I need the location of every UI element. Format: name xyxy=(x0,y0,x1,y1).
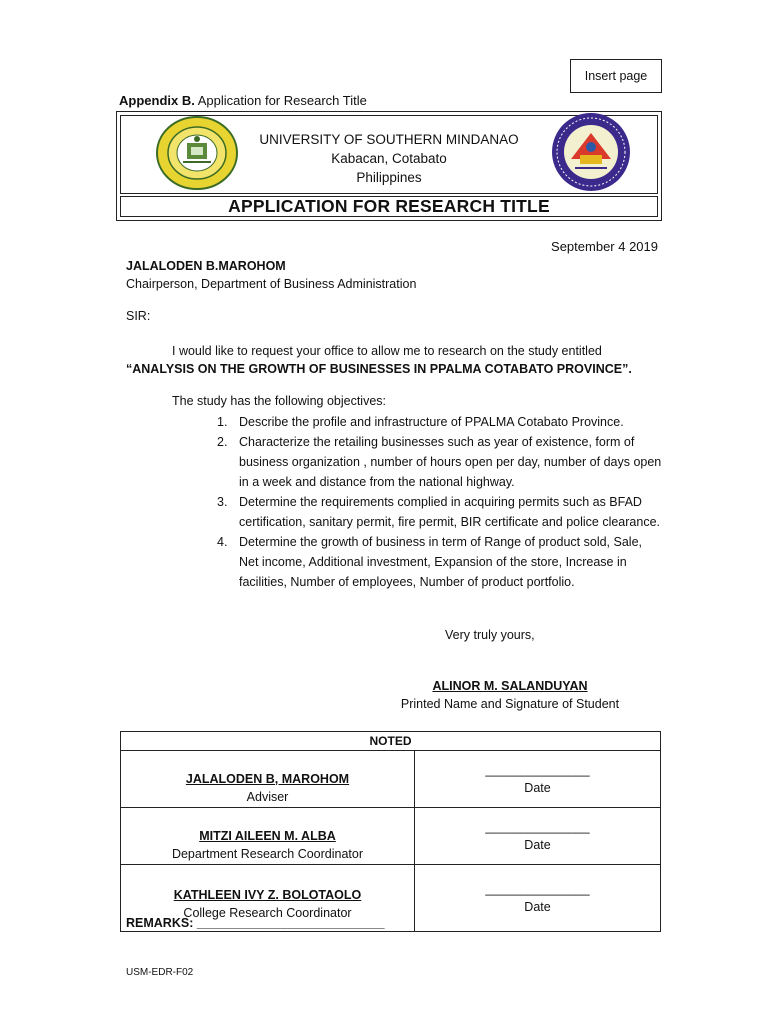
date-label: Date xyxy=(524,781,551,795)
objective-item xyxy=(212,492,662,532)
university-country: Philippines xyxy=(356,170,422,185)
signatory-cell xyxy=(121,808,415,865)
student-signature-caption: Printed Name and Signature of Student xyxy=(400,697,620,711)
table-row xyxy=(121,865,661,932)
signatory-cell xyxy=(121,865,415,932)
insert-page-box xyxy=(570,59,662,93)
signatory-role: Department Research Coordinator xyxy=(171,846,364,861)
date-label: Date xyxy=(524,838,551,852)
date-blank-line: _______________ xyxy=(485,763,590,777)
objective-text: Determine the requirements complied in acquiring permits such as BFAD certification, sanitary permit, fire permit, BIR certificate and police clearance. xyxy=(239,495,661,529)
objective-item xyxy=(212,532,662,592)
objective-item xyxy=(212,432,662,492)
objective-number: 4. xyxy=(217,535,228,549)
objective-number: 3. xyxy=(217,495,228,509)
student-name: ALINOR M. SALANDUYAN xyxy=(432,679,588,693)
addressee-title: Chairperson, Department of Business Administration xyxy=(126,277,417,291)
date-blank-line: _______________ xyxy=(485,820,590,834)
objective-number: 2. xyxy=(217,435,228,449)
signatory-role: Adviser xyxy=(246,789,289,804)
form-title: APPLICATION FOR RESEARCH TITLE xyxy=(228,196,550,216)
closing-line: Very truly yours, xyxy=(445,628,535,642)
date-label: Date xyxy=(524,900,551,914)
remarks-field: REMARKS: ___________________________ xyxy=(126,916,385,930)
signatory-name: KATHLEEN IVY Z. BOLOTAOLO xyxy=(173,887,362,902)
addressee-name: JALALODEN B.MAROHOM xyxy=(126,259,286,273)
study-title: “ANALYSIS ON THE GROWTH OF BUSINESSES IN PPALMA COTABATO PROVINCE”. xyxy=(126,362,632,376)
table-row xyxy=(121,808,661,865)
date-blank-line: _______________ xyxy=(485,882,590,896)
appendix-label xyxy=(119,93,367,108)
table-row xyxy=(121,751,661,808)
noted-header-row xyxy=(121,732,661,751)
objectives-list xyxy=(212,412,662,592)
request-paragraph xyxy=(126,342,646,378)
letter-date: September 4 2019 xyxy=(551,239,658,254)
signatory-role: College Research Coordinator xyxy=(183,905,352,920)
form-code: USM-EDR-F02 xyxy=(126,967,194,978)
request-line: I would like to request your office to allow me to research on the study entitled xyxy=(172,344,602,358)
objective-item xyxy=(212,412,662,432)
appendix-number: Appendix B. xyxy=(119,93,195,108)
college-seal-logo xyxy=(551,111,631,193)
addressee-block xyxy=(126,257,416,293)
date-cell xyxy=(415,751,661,808)
signatory-name: JALALODEN B, MAROHOM xyxy=(185,771,350,786)
objective-text: Describe the profile and infrastructure of PPALMA Cotabato Province. xyxy=(239,415,624,429)
date-cell xyxy=(415,865,661,932)
objective-text: Characterize the retailing businesses such as year of existence, form of business organization , number of hours open per day, number of days open in a week and distance from the national highway. xyxy=(239,435,662,489)
signatory-cell xyxy=(121,751,415,808)
insert-page-label: Insert page xyxy=(584,69,648,83)
university-block xyxy=(241,130,537,187)
university-name: UNIVERSITY OF SOUTHERN MINDANAO xyxy=(259,132,519,147)
university-seal-logo xyxy=(156,116,238,190)
noted-table xyxy=(120,731,661,932)
form-title-frame xyxy=(120,196,658,217)
objectives-intro: The study has the following objectives: xyxy=(172,394,387,408)
objective-text: Determine the growth of business in term of Range of product sold, Sale, Net income, Additional investment, Expansion of the store, Increase in facilities, Number of employees, Number of product portfolio. xyxy=(239,535,642,589)
signatory-name: MITZI AILEEN M. ALBA xyxy=(199,828,336,843)
objective-number: 1. xyxy=(217,415,228,429)
university-city: Kabacan, Cotabato xyxy=(331,151,447,166)
salutation: SIR: xyxy=(126,309,151,323)
noted-heading: NOTED xyxy=(121,732,661,751)
appendix-title: Application for Research Title xyxy=(197,93,367,108)
date-cell xyxy=(415,808,661,865)
